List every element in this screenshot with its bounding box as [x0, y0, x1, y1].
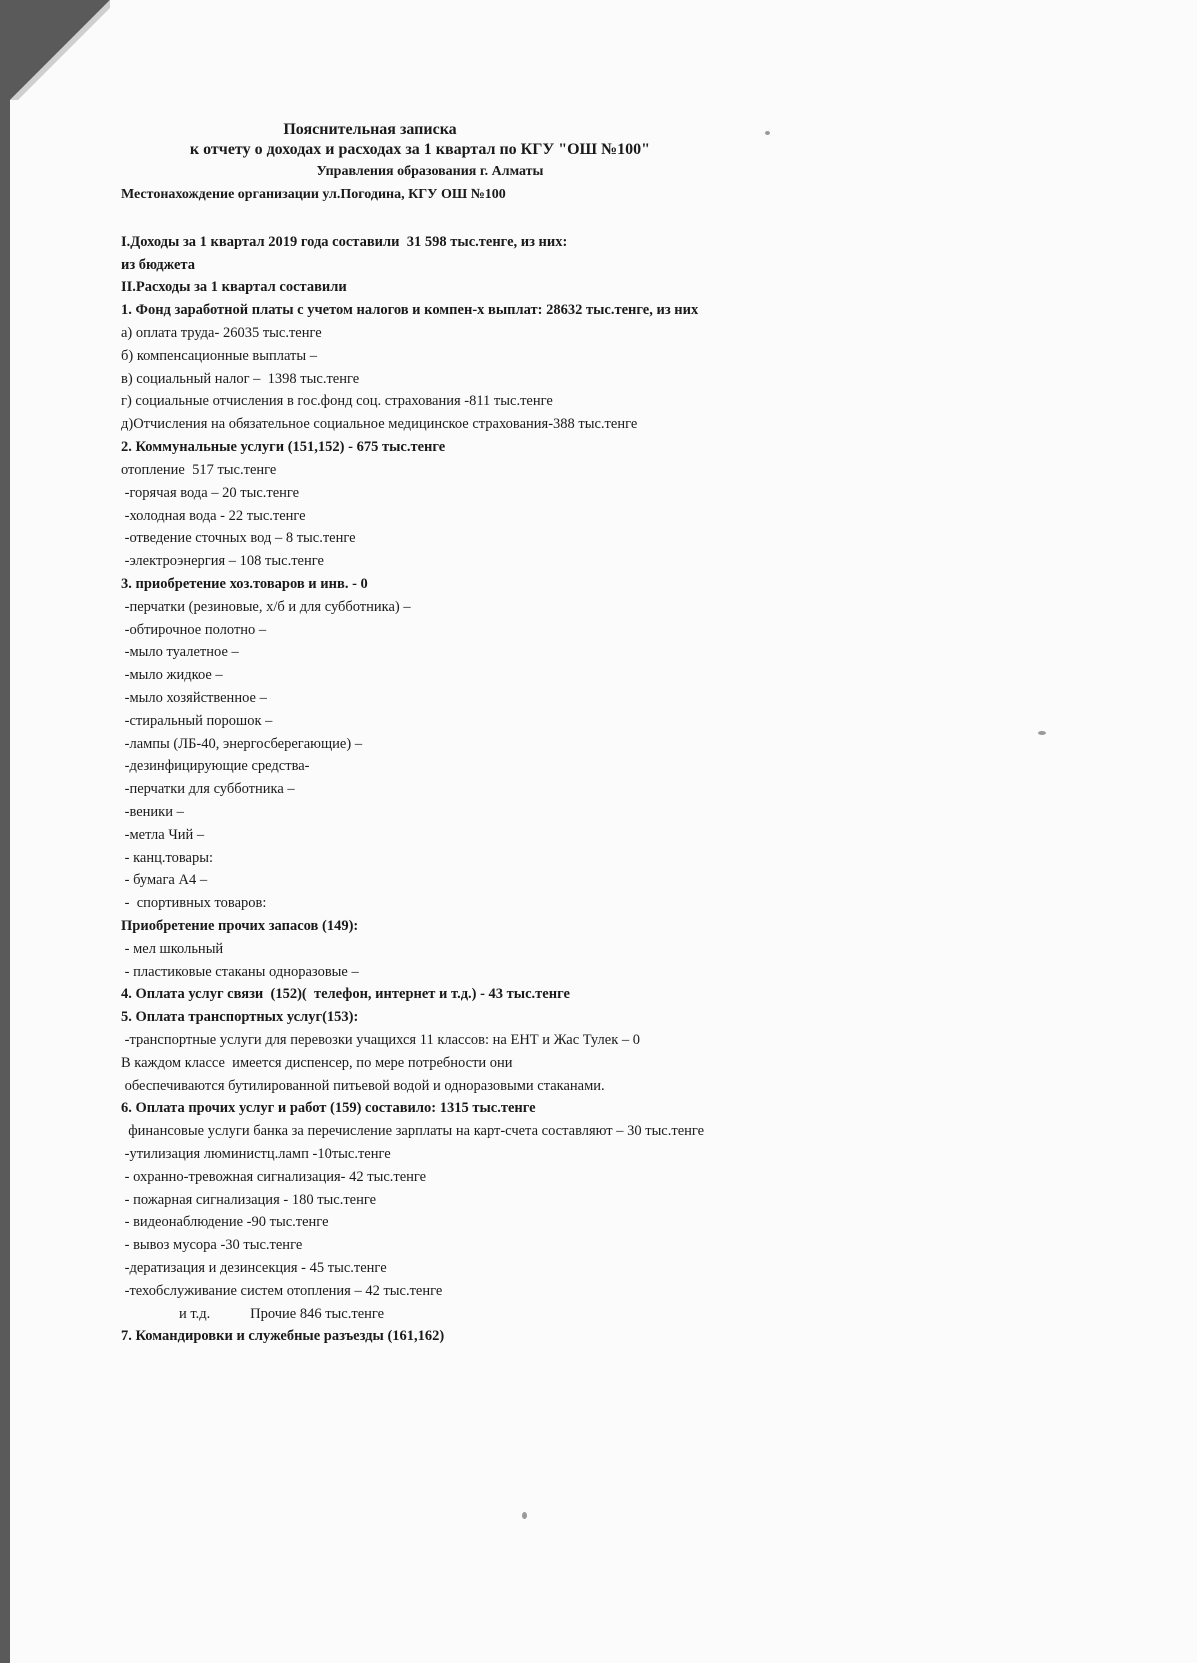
other-stock-item: - мел школьный [121, 941, 224, 957]
scan-speck [765, 131, 770, 135]
expenses-heading: II.Расходы за 1 квартал составили [121, 279, 347, 295]
section-6-item: финансовые услуги банка за перечисление зарплаты на карт-счета составляют – 30 тыс.тенге [121, 1123, 705, 1139]
section-3-heading: 3. приобретение хоз.товаров и инв. - 0 [121, 576, 368, 592]
section-3-item: -мыло туалетное – [121, 644, 239, 660]
section-5-note: В каждом классе имеется диспенсер, по мере потребности они [121, 1055, 513, 1071]
section-3-item: -перчатки для субботника – [121, 781, 295, 797]
section-2-item: -холодная вода - 22 тыс.тенге [121, 508, 306, 524]
section-1-item: б) компенсационные выплаты – [121, 348, 317, 364]
section-2-item: отопление 517 тыс.тенге [121, 462, 277, 478]
document-page [10, 0, 1197, 1663]
section-3-item: -мыло жидкое – [121, 667, 223, 683]
section-4-heading: 4. Оплата услуг связи (152)( телефон, интернет и т.д.) - 43 тыс.тенге [121, 986, 570, 1002]
section-6-item: -техобслуживание систем отопления – 42 тыс.тенге [121, 1283, 443, 1299]
section-7-heading: 7. Командировки и служебные разъезды (161,162) [121, 1328, 445, 1344]
section-3-item: - бумага А4 – [121, 872, 208, 888]
section-1-item: в) социальный налог – 1398 тыс.тенге [121, 371, 360, 387]
section-6-item: - вывоз мусора -30 тыс.тенге [121, 1237, 303, 1253]
section-6-item: - видеонаблюдение -90 тыс.тенге [121, 1214, 329, 1230]
section-3-item: -перчатки (резиновые, х/б и для субботника) – [121, 599, 411, 615]
doc-location: Местонахождение организации ул.Погодина, КГУ ОШ №100 [121, 187, 506, 202]
income-budget: из бюджета [121, 257, 195, 273]
other-stock-heading: Приобретение прочих запасов (149): [121, 918, 359, 934]
doc-subtitle: к отчету о доходах и расходах за 1 квартал по КГУ "ОШ №100" [189, 141, 651, 158]
section-6-item: и т.д. Прочие 846 тыс.тенге [121, 1306, 385, 1322]
doc-title: Пояснительная записка [283, 121, 457, 138]
section-6-item: - охранно-тревожная сигнализация- 42 тыс.тенге [121, 1169, 427, 1185]
income-heading: I.Доходы за 1 квартал 2019 года составили 31 598 тыс.тенге, из них: [121, 234, 568, 250]
section-3-item: - канц.товары: [121, 850, 213, 866]
section-3-item: -веники – [121, 804, 184, 820]
section-2-heading: 2. Коммунальные услуги (151,152) - 675 тыс.тенге [121, 439, 446, 455]
section-3-item: -обтирочное полотно – [121, 622, 267, 638]
section-3-item: -стиральный порошок – [121, 713, 273, 729]
section-6-item: -утилизация люминистц.ламп -10тыс.тенге [121, 1146, 391, 1162]
section-6-item: -дератизация и дезинсекция - 45 тыс.тенге [121, 1260, 387, 1276]
section-1-item: г) социальные отчисления в гос.фонд соц. страхования -811 тыс.тенге [121, 393, 553, 409]
section-6-item: - пожарная сигнализация - 180 тыс.тенге [121, 1192, 377, 1208]
section-3-item: - спортивных товаров: [121, 895, 267, 911]
scan-speck [522, 1512, 527, 1519]
section-5-heading: 5. Оплата транспортных услуг(153): [121, 1009, 359, 1025]
section-2-item: -отведение сточных вод – 8 тыс.тенге [121, 530, 356, 546]
doc-department: Управления образования г. Алматы [316, 164, 544, 179]
section-1-item: а) оплата труда- 26035 тыс.тенге [121, 325, 322, 341]
scan-speck [1038, 731, 1046, 735]
section-5-item: -транспортные услуги для перевозки учащихся 11 классов: на ЕНТ и Жас Тулек – 0 [121, 1032, 641, 1048]
section-1-item: д)Отчисления на обязательное социальное медицинское страхования-388 тыс.тенге [121, 416, 638, 432]
section-3-item: -лампы (ЛБ-40, энергосберегающие) – [121, 736, 363, 752]
other-stock-item: - пластиковые стаканы одноразовые – [121, 964, 359, 980]
section-2-item: -электроэнергия – 108 тыс.тенге [121, 553, 324, 569]
section-3-item: -дезинфицирующие средства- [121, 758, 310, 774]
section-2-item: -горячая вода – 20 тыс.тенге [121, 485, 300, 501]
section-3-item: -мыло хозяйственное – [121, 690, 267, 706]
section-5-note: обеспечиваются бутилированной питьевой водой и одноразовыми стаканами. [121, 1078, 605, 1094]
folded-corner-shadow [10, 0, 110, 100]
section-6-heading: 6. Оплата прочих услуг и работ (159) составило: 1315 тыс.тенге [121, 1100, 536, 1116]
section-3-item: -метла Чий – [121, 827, 205, 843]
section-1-heading: 1. Фонд заработной платы с учетом налогов и компен-х выплат: 28632 тыс.тенге, из них [121, 302, 699, 318]
